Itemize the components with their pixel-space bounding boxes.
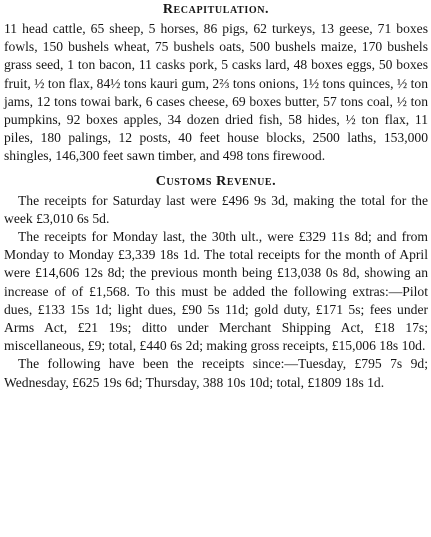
weekly-receipts-paragraph: The following have been the receipts since:—Tuesday, £795 7s 9d; Wednesday, £625 19s 6d; Thursday, 388 10s 10d; total, £1809 18s 1d.	[4, 356, 428, 390]
newspaper-column	[4, 0, 428, 392]
recapitulation-paragraph: 11 head cattle, 65 sheep, 5 horses, 86 pigs, 62 turkeys, 13 geese, 71 boxes fowls, 150 bushels wheat, 75 bushels oats, 500 bushels maize, 170 bushels grass seed, 1 ton bacon, 11 casks pork, 5 casks lard, 48 boxes eggs, 50 boxes fruit, ½ ton flax, 84½ tons kauri gum, 2⅔ tons onions, 1½ tons quinces, ½ ton jams, 12 tons towai bark, 6 cases cheese, 69 boxes butter, 57 tons coal, ½ ton pumpkins, 92 boxes apples, 34 dozen dried fish, 58 hides, ½ ton flax, 11 piles, 180 palings, 12 posts, 40 feet house blocks, 2500 laths, 153,000 shingles, 146,300 feet sawn timber, and 498 tons firewood.	[4, 21, 428, 164]
monday-receipts-paragraph: The receipts for Monday last, the 30th ult., were £329 11s 8d; and from Monday to Monday £3,339 18s 1d. The total receipts for the month of April were £14,606 12s 8d; the previous month being £13,038 0s 8d, showing an increase of of £1,568. To this must be added the following extras:—Pilot dues, £133 15s 1d; light dues, £90 5s 11d; gold duty, £171 5s; fees under Arms Act, £21 19s; ditto under Merchant Shipping Act, £18 17s; miscellaneous, £9; total, £440 6s 2d; making gross receipts, £15,006 18s 10d.	[4, 229, 428, 354]
customs-revenue-heading: Customs Revenue.	[155, 173, 277, 189]
recapitulation-heading: Recapitulation.	[162, 2, 270, 17]
saturday-receipts-paragraph: The receipts for Saturday last were £496 9s 3d, making the total for the week £3,010 6s 5d.	[4, 192, 428, 226]
